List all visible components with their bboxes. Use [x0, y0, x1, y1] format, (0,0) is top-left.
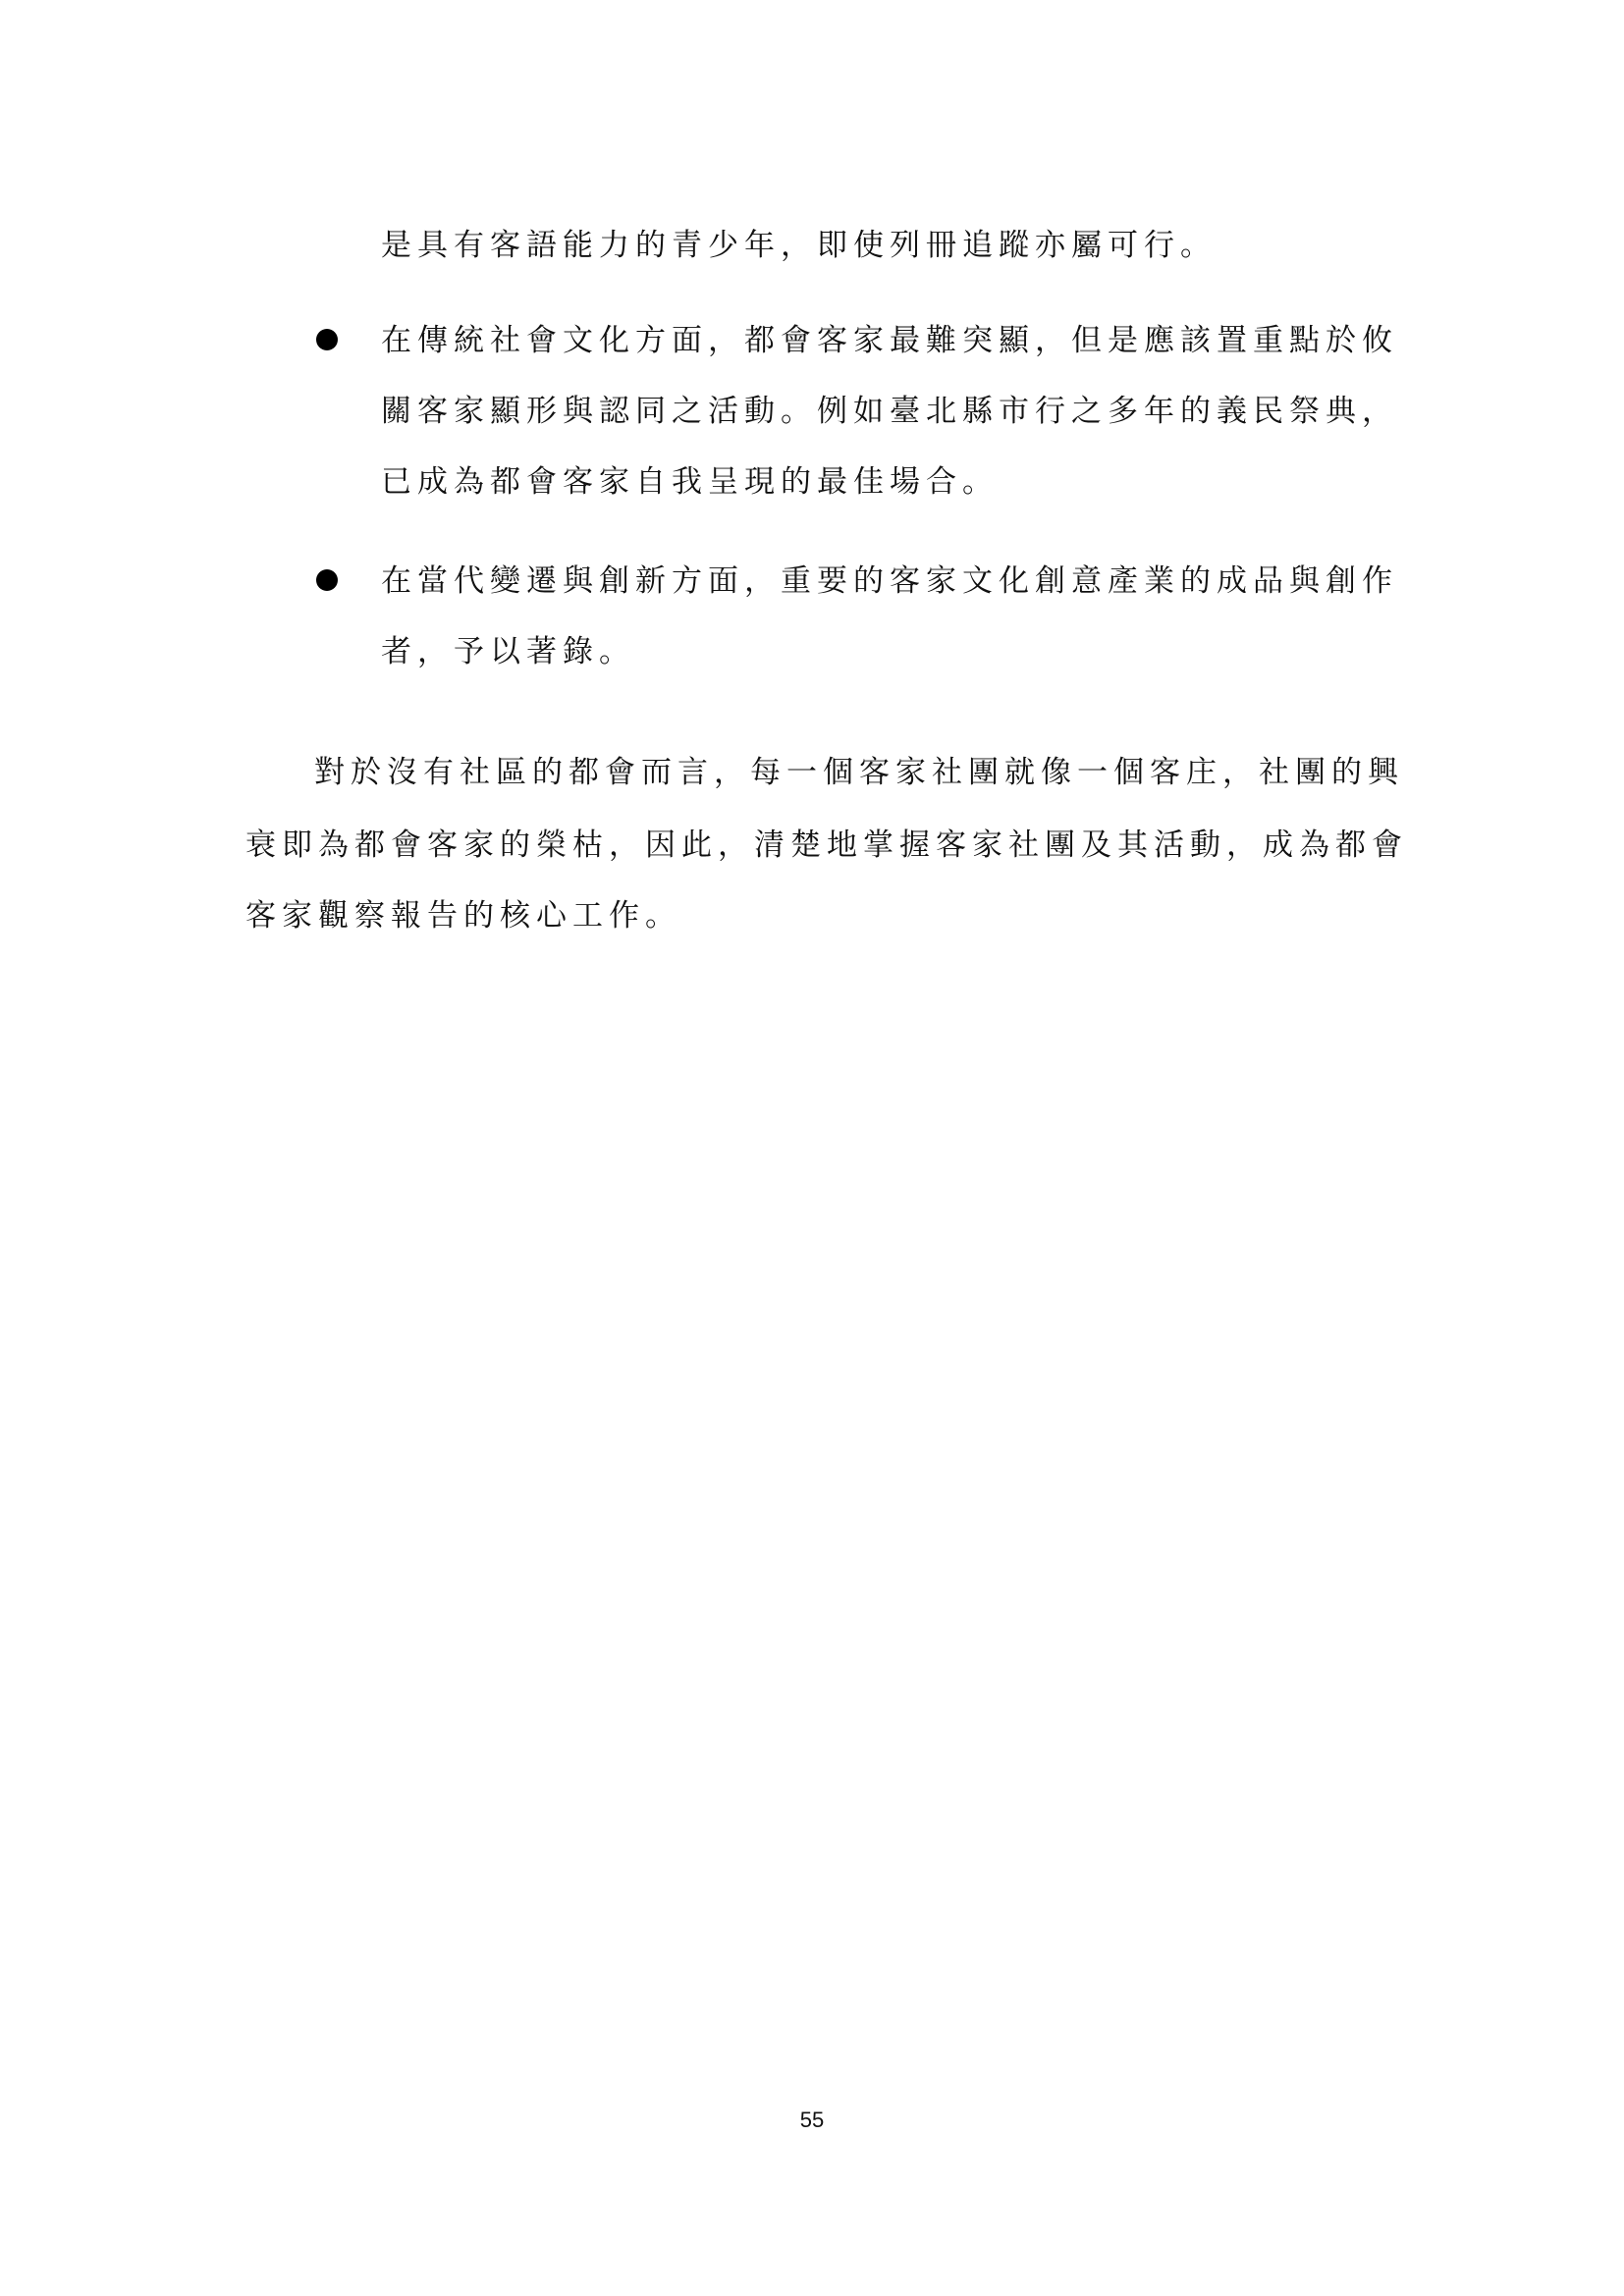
paragraph-line: 對於沒有社區的都會而言，每一個客家社團就像一個客庄，社團的興: [314, 755, 1404, 790]
bullet-line: 在傳統社會文化方面，都會客家最難突顯，但是應該置重點於攸: [381, 323, 1398, 358]
bullet-dot-icon: [316, 569, 338, 591]
page-number: 55: [799, 2108, 825, 2132]
bullet-line: 在當代變遷與創新方面，重要的客家文化創意產業的成品與創作: [381, 563, 1398, 599]
paragraph-line: 衰即為都會客家的榮枯，因此，清楚地掌握客家社團及其活動，成為都會: [245, 828, 1408, 863]
paragraph-line: 客家觀察報告的核心工作。: [245, 898, 681, 934]
bullet-line: 者，予以著錄。: [381, 634, 635, 669]
bullet-line: 已成為都會客家自我呈現的最佳場合。: [381, 464, 999, 500]
continuation-line: 是具有客語能力的青少年，即使列冊追蹤亦屬可行。: [381, 228, 1217, 263]
bullet-dot-icon: [316, 329, 338, 350]
bullet-line: 關客家顯形與認同之活動。例如臺北縣市行之多年的義民祭典，: [381, 394, 1398, 429]
